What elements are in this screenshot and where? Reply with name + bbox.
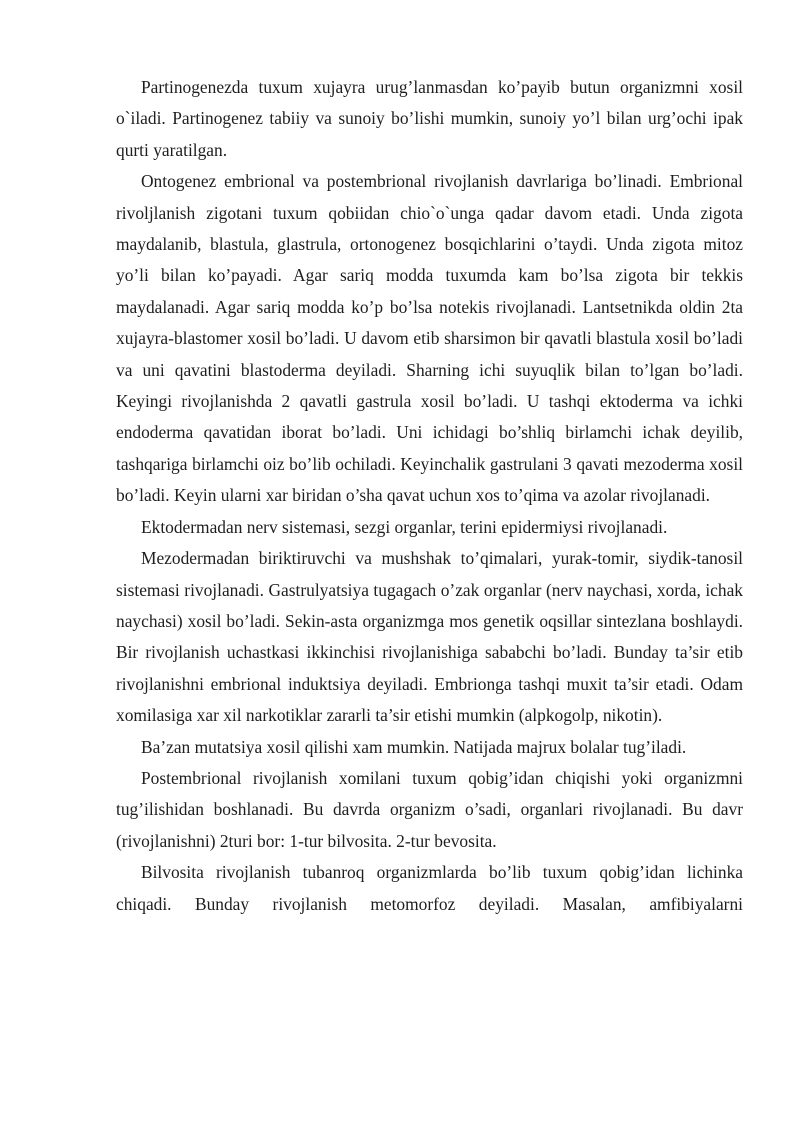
paragraph-mezoderma: Mezodermadan biriktiruvchi va mushshak to’qimalari, yurak-tomir, siydik-tanosil sistemasi rivojlanadi. Gastrulyatsiya tugagach o’zak organlar (nerv naychasi, xorda, ichak naychasi) xosil bo’ladi. Sekin-asta organizmga mos genetik oqsillar sintezlana boshlaydi. Bir rivojlanish uchastkasi ikkinchisi rivojlanishiga sababchi bo’ladi. Bunday ta’sir etib rivojlanishni embrional induktsiya deyiladi. Embrionga tashqi muxit ta’sir etadi. Odam xomilasiga xar xil narkotiklar zararli ta’sir etishi mumkin (alpkogolp, nikotin). [116,548,743,726]
paragraph-postembrional: Postembrional rivojlanish xomilani tuxum qobig’idan chiqishi yoki organizmni tug’ilishidan boshlanadi. Bu davrda organizm o’sadi, organlari rivojlanadi. Bu davr (rivojlanishni) 2turi bor: 1-tur bilvosita. 2-tur bevosita. [116,767,743,851]
paragraph-mutatsiya: Ba’zan mutatsiya xosil qilishi xam mumkin. Natijada majrux bolalar tug’iladi. [141,736,687,757]
paragraph-partinogenez: Partinogenezda tuxum xujayra urug’lanmasdan ko’payib butun organizmni xosil o`iladi. Partinogenez tabiiy va sunoiy bo’lishi mumkin, sunoiy yo’l bilan urg’ochi ipak qurti yaratilgan. [116,77,743,160]
paragraph-bilvosita: Bilvosita rivojlanish tubanroq organizmlarda bo’lib tuxum qobig’idan lichinka chiqadi. Bunday rivojlanish metomorfoz deyiladi. Masalan, amfibiyalarni [116,862,743,914]
paragraph-ontogenez: Ontogenez embrional va postembrional rivojlanish davrlariga bo’linadi. Embrional rivoljlanish zigotani tuxum qobiidan chio`o`unga qadar davom etadi. Unda zigota maydalanib, blastula, glastrula, ortonogenez bosqichlarini o’taydi. Unda zigota mitoz yo’li bilan ko’payadi. Agar sariq modda tuxumda kam bo’lsa zigota bir tekkis maydalanadi. Agar sariq modda ko’p bo’lsa notekis rivojlanadi. Lantsetnikda oldin 2ta xujayra-blastomer xosil bo’ladi. U davom etib sharsimon bir qavatli blastula xosil bo’ladi va uni qavatini blastoderma deyiladi. Sharning ichi suyuqlik bilan to’lgan bo’ladi. Keyingi rivojlanishda 2 qavatli gastrula xosil bo’ladi. U tashqi ektoderma va ichki endoderma qavatidan iborat bo’ladi. Uni ichidagi bo’shliq birlamchi ichak deyilib, tashqariga birlamchi oiz bo’lib ochiladi. Keyinchalik gastrulani 3 qavati mezoderma xosil bo’ladi. Keyin ularni xar biridan o’sha qavat uchun xos to’qima va azolar rivojlanadi. [116,171,743,506]
paragraph-ektoderma: Ektodermadan nerv sistemasi, sezgi organlar, terini epidermiysi rivojlanadi. [141,516,668,537]
body-text [116,72,743,920]
